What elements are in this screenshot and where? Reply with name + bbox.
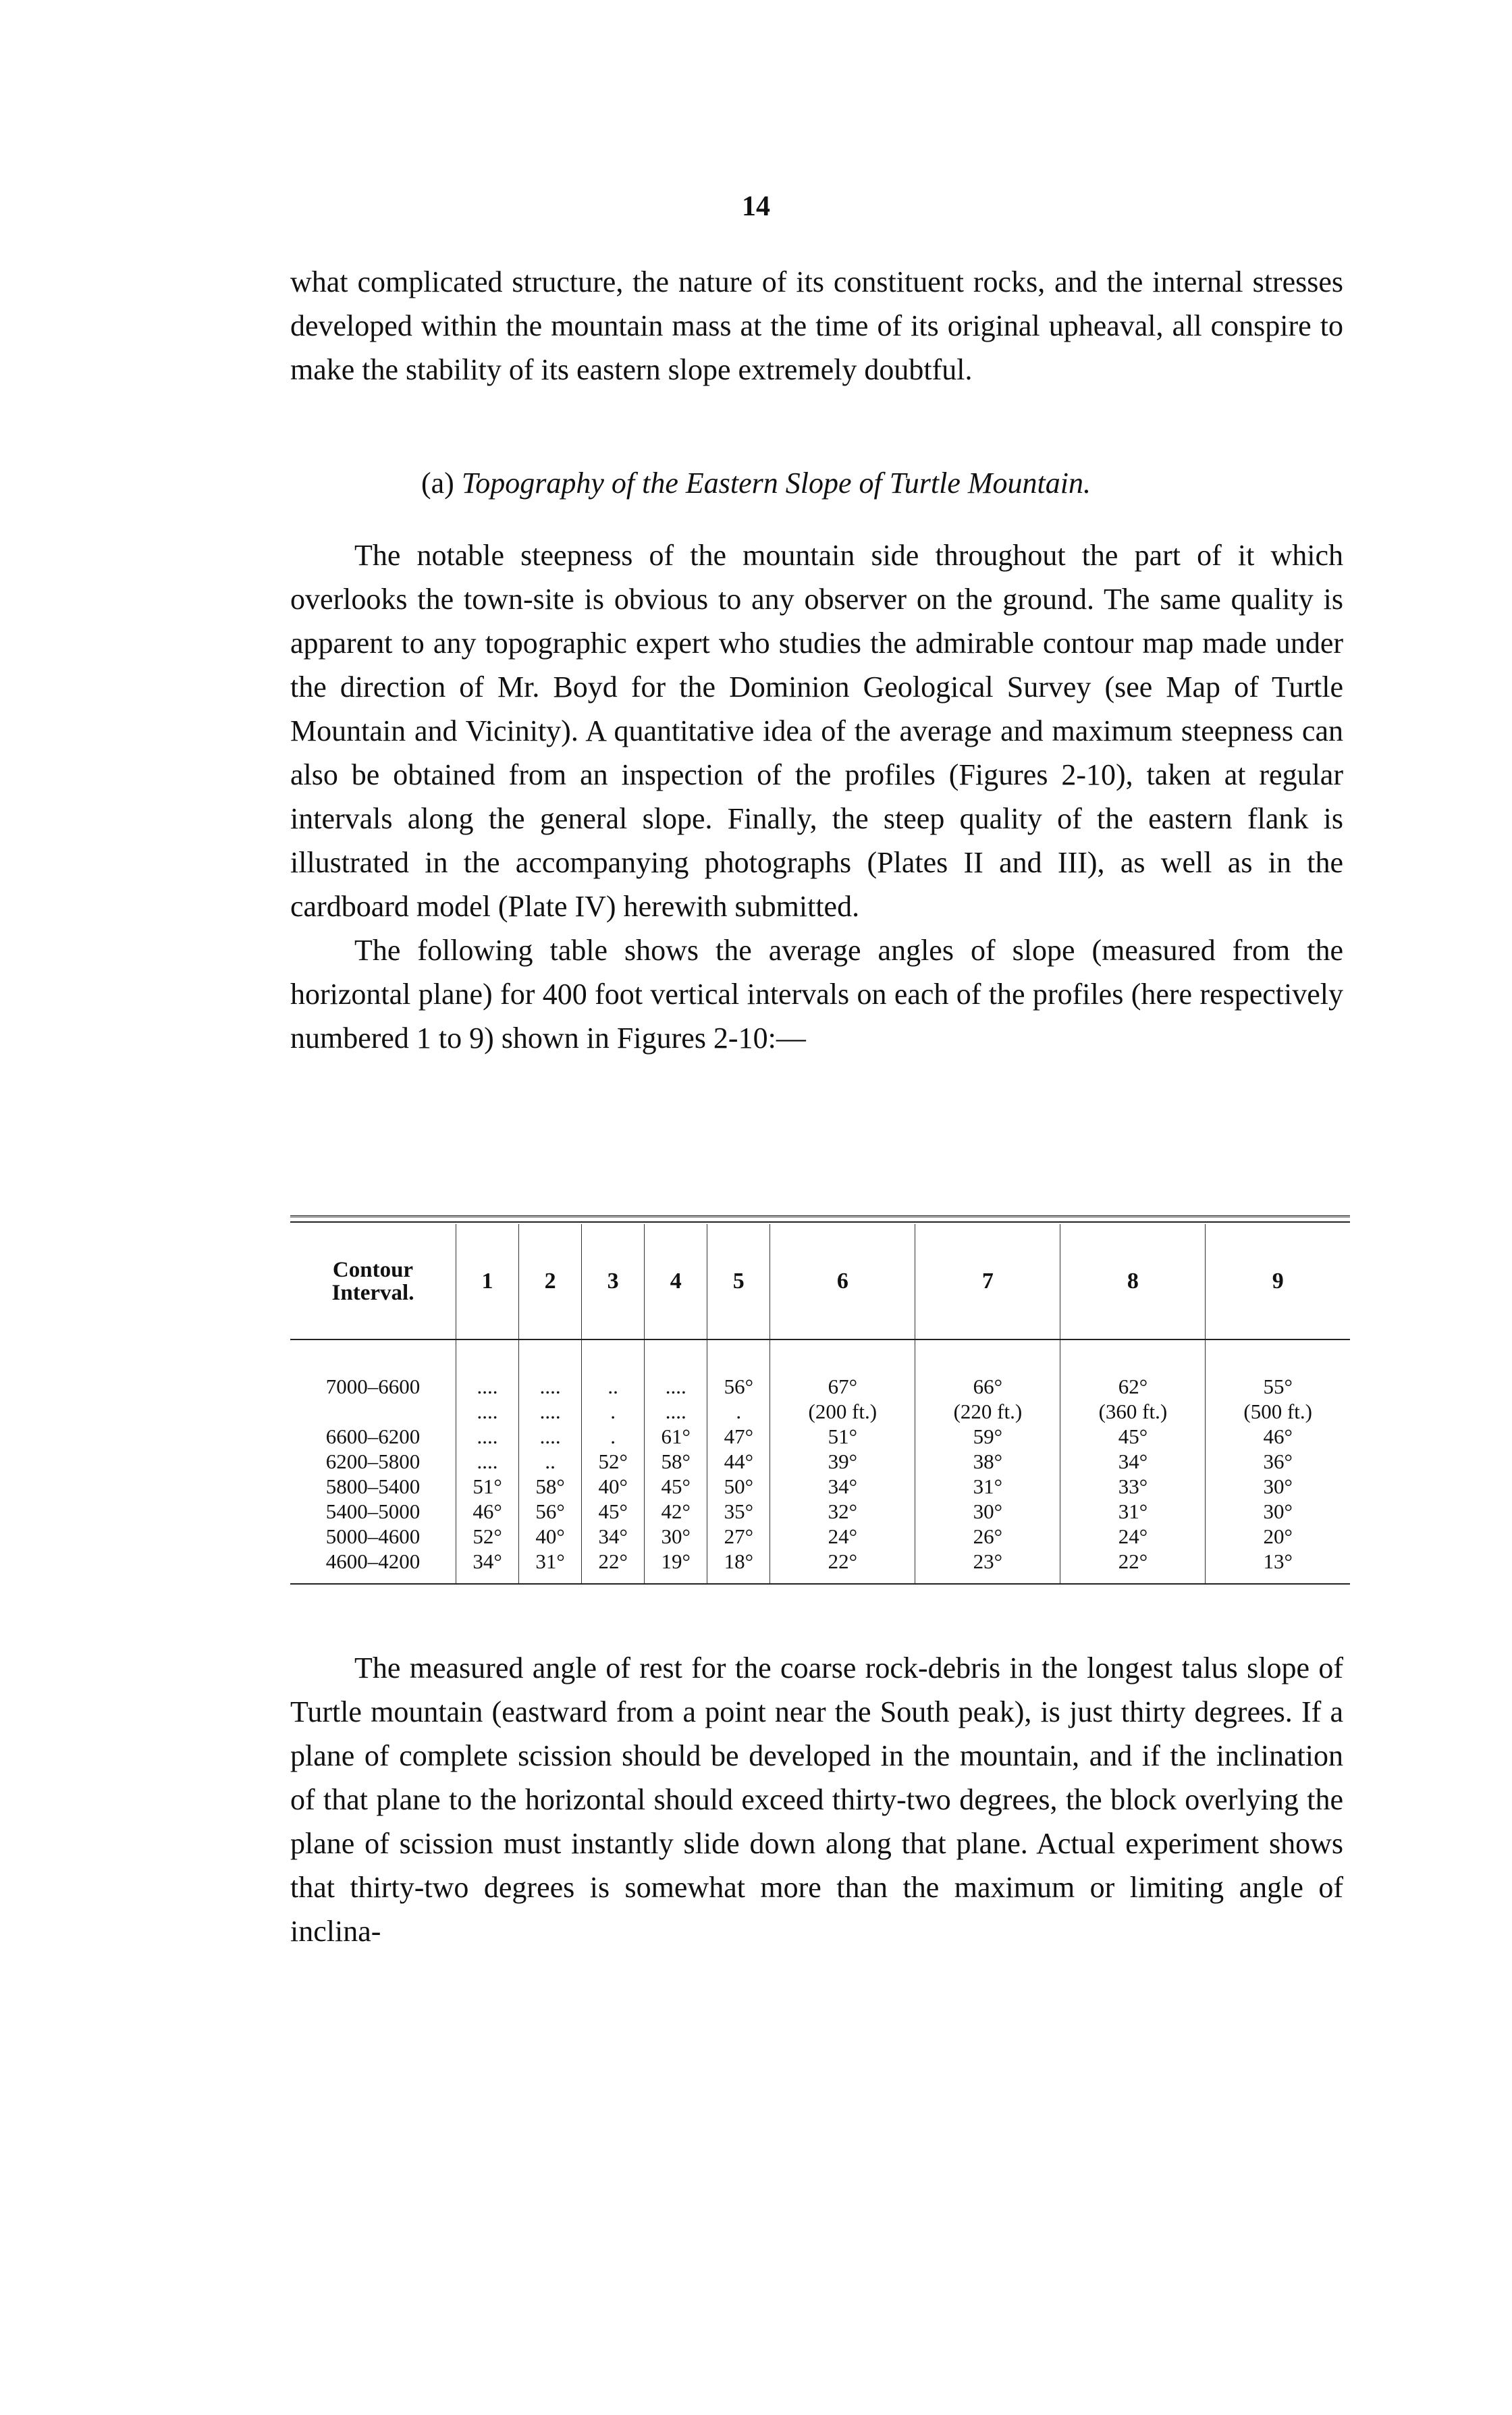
table-cell: 45° (645, 1474, 707, 1499)
table-cell: 46° (1206, 1424, 1350, 1449)
section-heading-title: Topography of the Eastern Slope of Turtle Mountain. (461, 467, 1091, 500)
table-cell: 66° (915, 1374, 1060, 1399)
table-cell: 31° (519, 1549, 582, 1583)
table-cell: 42° (645, 1499, 707, 1524)
table-cell: 34° (456, 1549, 519, 1583)
table-cell: . (582, 1399, 645, 1424)
table-row (290, 1474, 1350, 1499)
table-cell: .... (456, 1399, 519, 1424)
slope-angle-table (290, 1215, 1350, 1585)
row-interval: 4600–4200 (325, 1549, 421, 1573)
paragraph-4: The measured angle of rest for the coarse rock-debris in the longest talus slope of Turtle mountain (eastward from a point near the South peak), is just thirty degrees. If a plane of complete scission should be developed in the mountain, and if the inclination of that plane to the horizontal should exceed thirty-two degrees, the block overlying the plane of scission must instantly slide down along that plane. Actual experiment shows that thirty-two degrees is somewhat more than the maximum or limiting angle of inclina- (290, 1651, 1343, 1948)
table-cell: 20° (1206, 1524, 1350, 1549)
table-cell: 44° (707, 1449, 770, 1474)
table-cell: . (582, 1424, 645, 1449)
table-cell: 31° (915, 1474, 1060, 1499)
table-cell: 36° (1206, 1449, 1350, 1474)
table-cell: 46° (456, 1499, 519, 1524)
table-cell: 13° (1206, 1549, 1350, 1583)
column-header: 5 (707, 1224, 770, 1339)
row-interval (290, 1399, 456, 1424)
table-cell: 39° (770, 1449, 915, 1474)
table-cell: 58° (519, 1474, 582, 1499)
table-cell: (200 ft.) (770, 1399, 915, 1424)
column-header: 9 (1206, 1224, 1350, 1339)
table-cell: 47° (707, 1424, 770, 1449)
table-cell: 27° (707, 1524, 770, 1549)
table-cell: .... (519, 1424, 582, 1449)
row-interval: 5400–5000 (325, 1500, 421, 1523)
table-cell: 51° (456, 1474, 519, 1499)
table-cell: 32° (770, 1499, 915, 1524)
column-header: 4 (645, 1224, 707, 1339)
row-interval: 6200–5800 (325, 1450, 421, 1473)
section-heading-prefix: (a) (421, 467, 462, 500)
table-cell: 30° (645, 1524, 707, 1549)
page-number: 14 (742, 191, 770, 222)
paragraph-2: The notable steepness of the mountain side throughout the part of it which overlooks the town-site is obvious to any observer on the ground. The same quality is apparent to any topographic expert who studies the admirable contour map made under the direction of Mr. Boyd for the Dominion Geological Survey (see Map of Turtle Mountain and Vicinity). A quantitative idea of the average and maximum steepness can also be obtained from an inspection of the profiles (Figures 2-10), taken at regular intervals along the general slope. Finally, the steep quality of the eastern flank is illustrated in the accompanying photographs (Plates II and III), as well as in the cardboard model (Plate IV) herewith submitted. (290, 539, 1343, 923)
table-cell: 22° (1060, 1549, 1206, 1583)
table-cell: .... (519, 1374, 582, 1399)
table-cell: .. (519, 1449, 582, 1474)
column-header: 1 (456, 1224, 519, 1339)
table-cell: 23° (915, 1549, 1060, 1583)
table-cell: 67° (770, 1374, 915, 1399)
table-cell: 52° (582, 1449, 645, 1474)
table-cell: 24° (1060, 1524, 1206, 1549)
table-row (290, 1524, 1350, 1549)
table-cell: 40° (582, 1474, 645, 1499)
table-cell: (360 ft.) (1060, 1399, 1206, 1424)
table-cell: 59° (915, 1424, 1060, 1449)
paragraph-1: what complicated structure, the nature of its constituent rocks, and the internal stresses developed within the mountain mass at the time of its original upheaval, all conspire to make the stability of its eastern slope extremely doubtful. (290, 265, 1343, 386)
table-cell: 56° (707, 1374, 770, 1399)
column-header: 3 (582, 1224, 645, 1339)
table-cell: 45° (582, 1499, 645, 1524)
table-cell: 56° (519, 1499, 582, 1524)
table-cell: 35° (707, 1499, 770, 1524)
table-cell: .... (456, 1374, 519, 1399)
column-header: 6 (770, 1224, 915, 1339)
table-cell: 19° (645, 1549, 707, 1583)
intro-paragraph-block (290, 260, 1343, 392)
table-cell: 55° (1206, 1374, 1350, 1399)
table-cell: 52° (456, 1524, 519, 1549)
table-row (290, 1549, 1350, 1583)
body-paragraph-block (290, 533, 1343, 1060)
table-cell: .... (456, 1424, 519, 1449)
table-cell: 18° (707, 1549, 770, 1583)
paragraph-3: The following table shows the average angles of slope (measured from the horizontal plane) for 400 foot vertical intervals on each of the profiles (here respectively numbered 1 to 9) shown in Figures 2-10:— (290, 934, 1343, 1055)
column-header: 7 (915, 1224, 1060, 1339)
table-cell: 26° (915, 1524, 1060, 1549)
row-interval: 6600–6200 (325, 1425, 421, 1448)
closing-paragraph-block (290, 1646, 1343, 1953)
table-spacer-row (290, 1339, 1350, 1374)
table-cell: 22° (770, 1549, 915, 1583)
table-cell: .. (582, 1374, 645, 1399)
column-header: 8 (1060, 1224, 1206, 1339)
table-cell: 24° (770, 1524, 915, 1549)
table-cell: 45° (1060, 1424, 1206, 1449)
row-interval: 5000–4600 (325, 1524, 421, 1548)
table-row (290, 1424, 1350, 1449)
table-cell: 31° (1060, 1499, 1206, 1524)
table-cell: 30° (915, 1499, 1060, 1524)
table-cell: 30° (1206, 1474, 1350, 1499)
column-header-interval: Contour Interval. (290, 1224, 456, 1339)
column-header: 2 (519, 1224, 582, 1339)
section-heading (0, 466, 1512, 500)
table-cell: 34° (770, 1474, 915, 1499)
table-cell: (500 ft.) (1206, 1399, 1350, 1424)
row-interval: 5800–5400 (325, 1475, 421, 1498)
table-row (290, 1499, 1350, 1524)
table-cell: 51° (770, 1424, 915, 1449)
table-header-row (290, 1224, 1350, 1339)
table-cell: .... (645, 1399, 707, 1424)
table-cell: . (707, 1399, 770, 1424)
table-cell: 61° (645, 1424, 707, 1449)
table-cell: .... (456, 1449, 519, 1474)
table-row (290, 1399, 1350, 1424)
table-cell: 58° (645, 1449, 707, 1474)
table-cell: 50° (707, 1474, 770, 1499)
table-cell: .... (645, 1374, 707, 1399)
table-cell: .... (519, 1399, 582, 1424)
table-cell: 40° (519, 1524, 582, 1549)
table-cell: 34° (582, 1524, 645, 1549)
row-interval: 7000–6600 (325, 1375, 421, 1398)
table-cell: 38° (915, 1449, 1060, 1474)
table-cell: 22° (582, 1549, 645, 1583)
table-row (290, 1374, 1350, 1399)
table-row (290, 1449, 1350, 1474)
table-cell: 34° (1060, 1449, 1206, 1474)
table-cell: (220 ft.) (915, 1399, 1060, 1424)
table-cell: 30° (1206, 1499, 1350, 1524)
table-cell: 33° (1060, 1474, 1206, 1499)
table-cell: 62° (1060, 1374, 1206, 1399)
